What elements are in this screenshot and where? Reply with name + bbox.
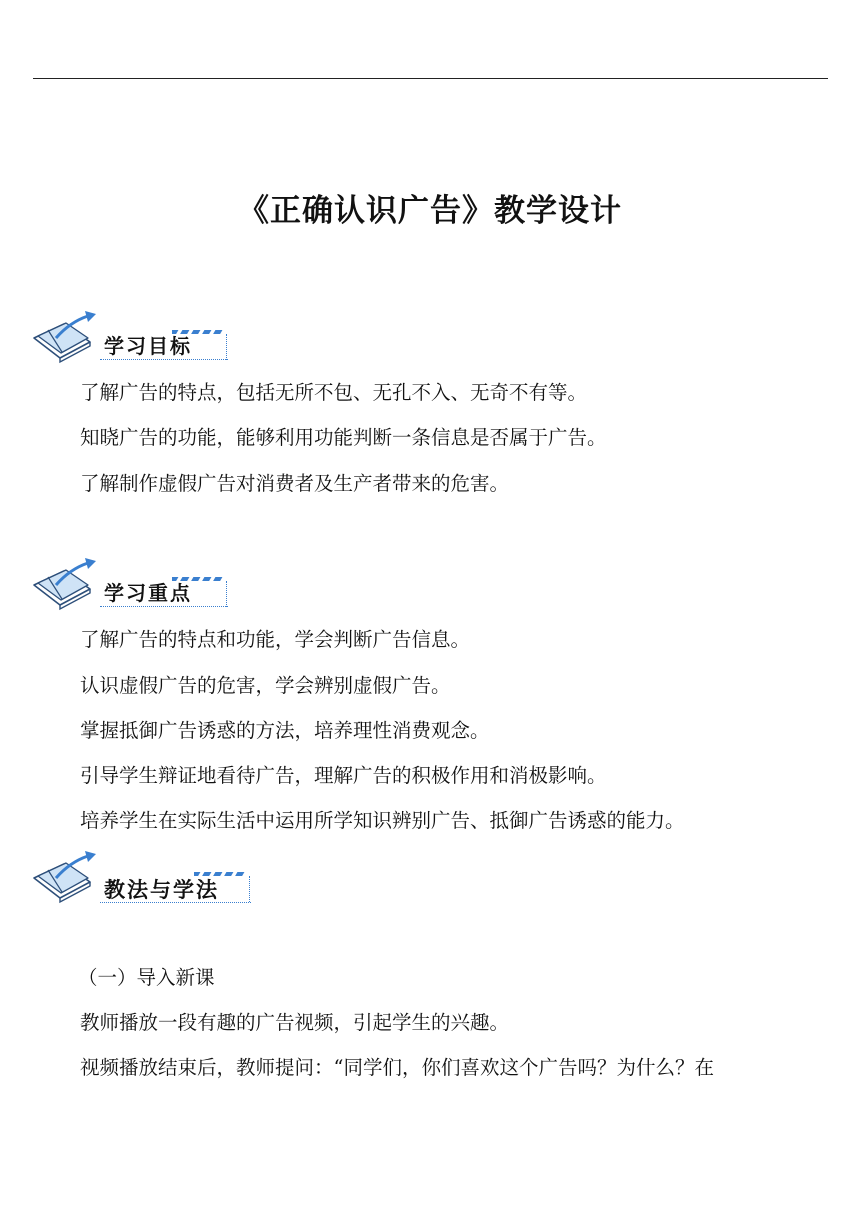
paragraph-line: 视频播放结束后，教师提问：“同学们，你们喜欢这个广告吗？为什么？在 [80,1056,714,1079]
section-heading-label: 学习目标 [104,334,192,358]
book-arrow-icon [30,848,110,904]
paragraph-line: 掌握抵御广告诱惑的方法，培养理性消费观念。 [80,719,490,742]
paragraph-line: 知晓广告的功能，能够利用功能判断一条信息是否属于广告。 [80,426,607,449]
document-title: 《正确认识广告》教学设计 [238,193,622,229]
section-heading-label: 学习重点 [104,581,192,605]
section-heading-objectives [30,308,240,368]
section-heading-methods [30,848,260,908]
paragraph-line: 培养学生在实际生活中运用所学知识辨别广告、抵御广告诱惑的能力。 [80,809,685,832]
paragraph-line: 教师播放一段有趣的广告视频，引起学生的兴趣。 [80,1011,510,1034]
paragraph-line: 了解广告的特点，包括无所不包、无孔不入、无奇不有等。 [80,381,588,404]
header-rule [33,78,828,79]
paragraph-line: （一）导入新课 [78,966,215,989]
book-arrow-icon [30,555,110,611]
section-heading-label: 教法与学法 [104,878,219,902]
section-heading-key-points [30,555,240,615]
paragraph-line: 认识虚假广告的危害，学会辨别虚假广告。 [80,674,451,697]
paragraph-line: 引导学生辩证地看待广告，理解广告的积极作用和消极影响。 [80,764,607,787]
paragraph-line: 了解制作虚假广告对消费者及生产者带来的危害。 [80,472,510,495]
paragraph-line: 了解广告的特点和功能，学会判断广告信息。 [80,628,471,651]
book-arrow-icon [30,308,110,364]
